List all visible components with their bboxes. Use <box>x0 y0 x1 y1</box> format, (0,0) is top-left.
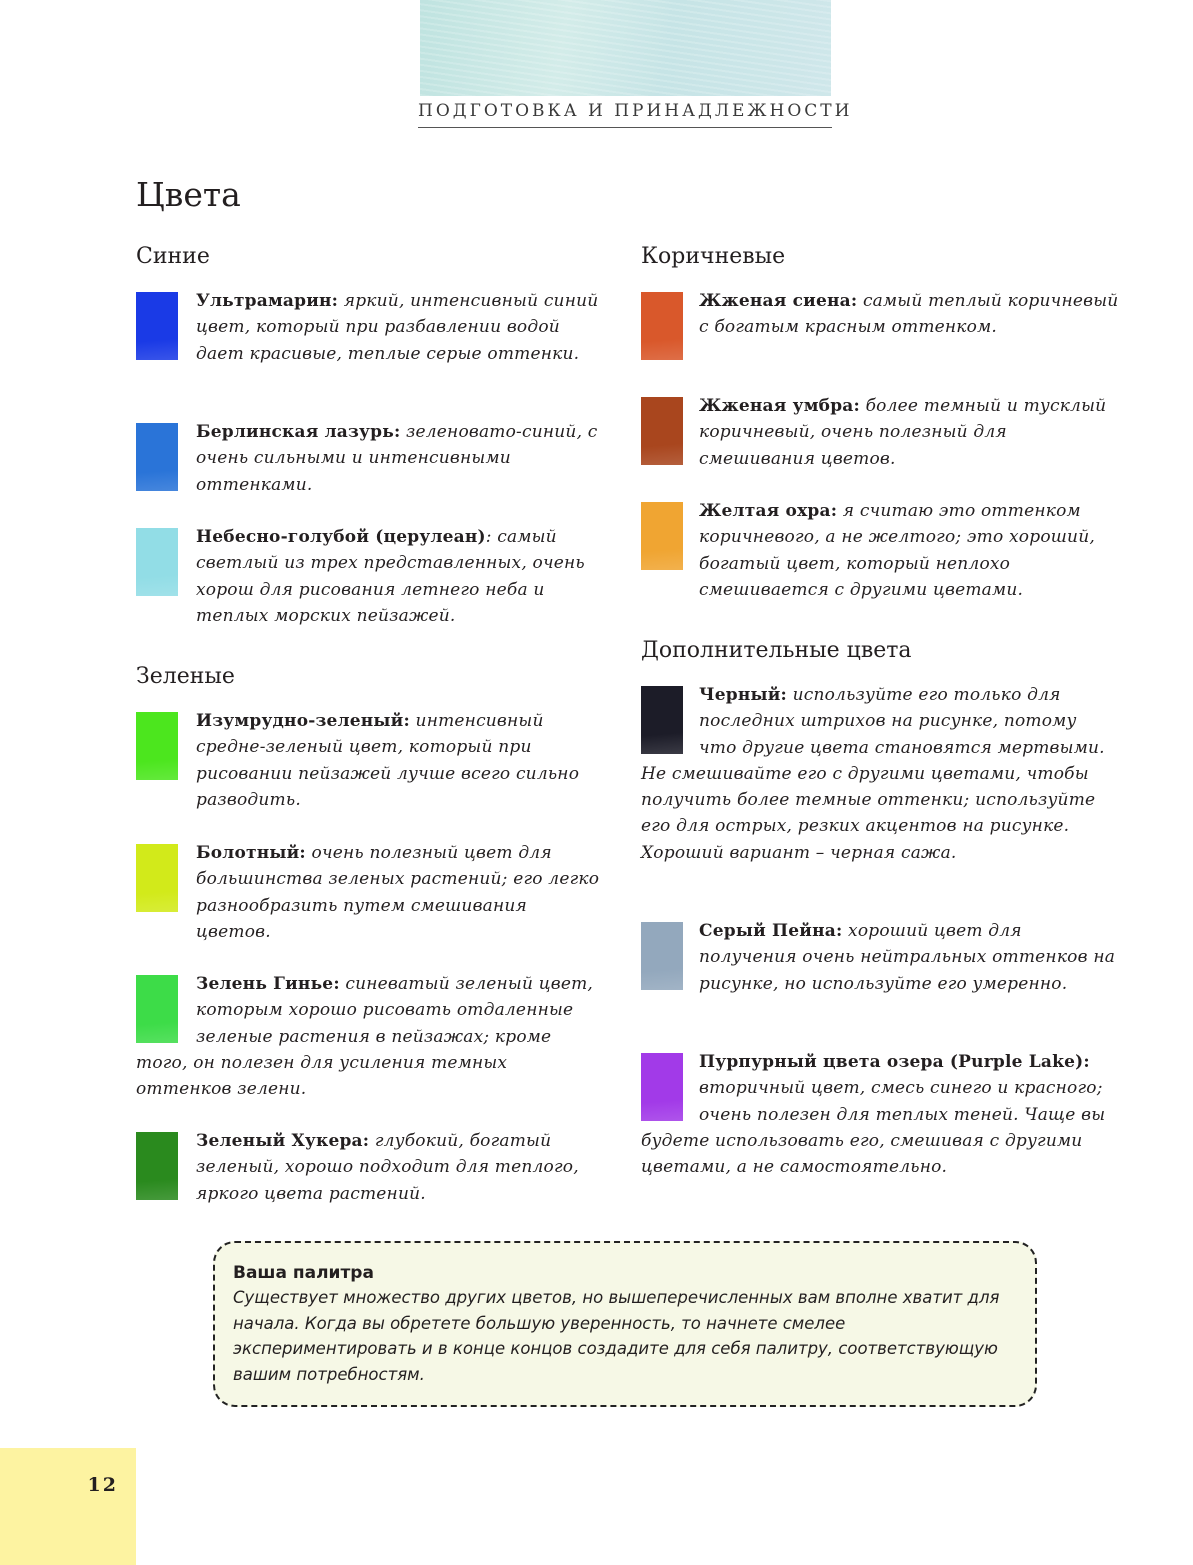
color-name: Жженая сиена: <box>699 291 858 311</box>
color-description: интенсивный средне-зеленый цвет, который при рисовании пейзажей лучше всего сильно разводить. <box>196 711 580 810</box>
palette-tip-text: Существует множество других цветов, но вышеперечисленных вам вполне хватит для начала. Когда вы обретете большую уверенность, то начнете смелее экспериментировать и в конце концов создадите для себя палитру, соответствующую вашим потребностям. <box>233 1288 1000 1384</box>
color-description: очень полезный цвет для большинства зеленых растений; его легко разнообразить путем смешивания цветов. <box>196 843 600 942</box>
color-description: самый теплый коричневый с богатым красным оттенком. <box>699 291 1119 338</box>
color-description: глубокий, богатый зеленый, хорошо подходит для теплого, яркого цвета растений. <box>196 1131 579 1204</box>
color-description: вторичный цвет, смесь синего и красного; очень полезен для теплых теней. Чаще вы будете использовать его, смешивая с другими цветами, а не самостоятельно. <box>641 1078 1106 1178</box>
color-entry-prussian-blue <box>136 419 606 498</box>
color-entry-guignet-green <box>136 971 606 1102</box>
color-swatch <box>641 397 683 465</box>
color-name: Жженая умбра: <box>699 396 860 416</box>
color-name: Пурпурный цвета озера (Purple Lake): <box>699 1052 1090 1072</box>
header-watercolor-banner <box>420 0 831 96</box>
color-swatch <box>136 528 178 596</box>
color-entry-yellow-ochre <box>641 498 1119 603</box>
color-swatch <box>641 502 683 570</box>
color-swatch <box>641 686 683 754</box>
section-title-browns: Коричневые <box>641 244 786 269</box>
color-swatch <box>136 975 178 1043</box>
color-description: зеленовато-синий, с очень сильными и интенсивными оттенками. <box>196 422 598 495</box>
running-head: ПОДГОТОВКА И ПРИНАДЛЕЖНОСТИ <box>418 101 853 121</box>
color-entry-black <box>641 682 1119 866</box>
section-title-blues: Синие <box>136 244 210 269</box>
color-name: Изумрудно-зеленый: <box>196 711 410 731</box>
color-entry-sap-green <box>136 840 606 945</box>
page-number: 12 <box>87 1474 118 1496</box>
color-name: Зелень Гинье: <box>196 974 340 994</box>
color-swatch <box>136 423 178 491</box>
page-number-tab <box>0 1448 136 1565</box>
color-description: используйте его только для последних штрихов на рисунке, потому что другие цвета становятся мертвыми. Не смешивайте его с другими цветами, чтобы получить более темные оттенки; используйте его для острых, резких акцентов на рисунке. Хороший вариант – черная сажа. <box>641 685 1105 863</box>
color-description: синеватый зеленый цвет, которым хорошо рисовать отдаленные зеленые растения в пейзажах; кроме того, он полезен для усиления темных оттенков зелени. <box>136 974 594 1100</box>
color-description: более темный и тусклый коричневый, очень полезный для смешивания цветов. <box>699 396 1107 469</box>
color-description: : самый светлый из трех представленных, очень хорош для рисования летнего неба и теплых морских пейзажей. <box>196 527 585 626</box>
color-description: я считаю это оттенком коричневого, а не желтого; это хороший, богатый цвет, который неплохо смешивается с другими цветами. <box>699 501 1095 600</box>
section-title-greens: Зеленые <box>136 664 235 689</box>
color-name: Ультрамарин: <box>196 291 339 311</box>
color-entry-purple-lake <box>641 1049 1119 1180</box>
color-name: Небесно-голубой (церулеан) <box>196 527 486 547</box>
color-description: хороший цвет для получения очень нейтральных оттенков на рисунке, но используйте его умеренно. <box>699 921 1116 994</box>
color-swatch <box>136 292 178 360</box>
color-description: яркий, интенсивный синий цвет, который при разбавлении водой дает красивые, теплые серые оттенки. <box>196 291 599 364</box>
section-title-extra-colors: Дополнительные цвета <box>641 638 912 663</box>
color-entry-burnt-sienna <box>641 288 1119 341</box>
header-rule <box>418 127 832 128</box>
color-name: Серый Пейна: <box>699 921 843 941</box>
page-title: Цвета <box>136 175 241 214</box>
color-entry-emerald-green <box>136 708 606 813</box>
color-swatch <box>641 922 683 990</box>
color-entry-burnt-umber <box>641 393 1119 472</box>
color-swatch <box>641 1053 683 1121</box>
color-entry-cerulean <box>136 524 606 629</box>
color-entry-hookers-green <box>136 1128 606 1207</box>
color-name: Желтая охра: <box>699 501 838 521</box>
color-entry-paynes-grey <box>641 918 1119 997</box>
color-name: Берлинская лазурь: <box>196 422 401 442</box>
color-name: Черный: <box>699 685 787 705</box>
color-entry-ultramarine <box>136 288 606 367</box>
color-name: Болотный: <box>196 843 306 863</box>
color-name: Зеленый Хукера: <box>196 1131 370 1151</box>
color-swatch <box>136 1132 178 1200</box>
color-swatch <box>136 844 178 912</box>
palette-tip-box <box>213 1241 1037 1407</box>
color-swatch <box>136 712 178 780</box>
palette-tip-title: Ваша палитра <box>233 1263 374 1283</box>
color-swatch <box>641 292 683 360</box>
